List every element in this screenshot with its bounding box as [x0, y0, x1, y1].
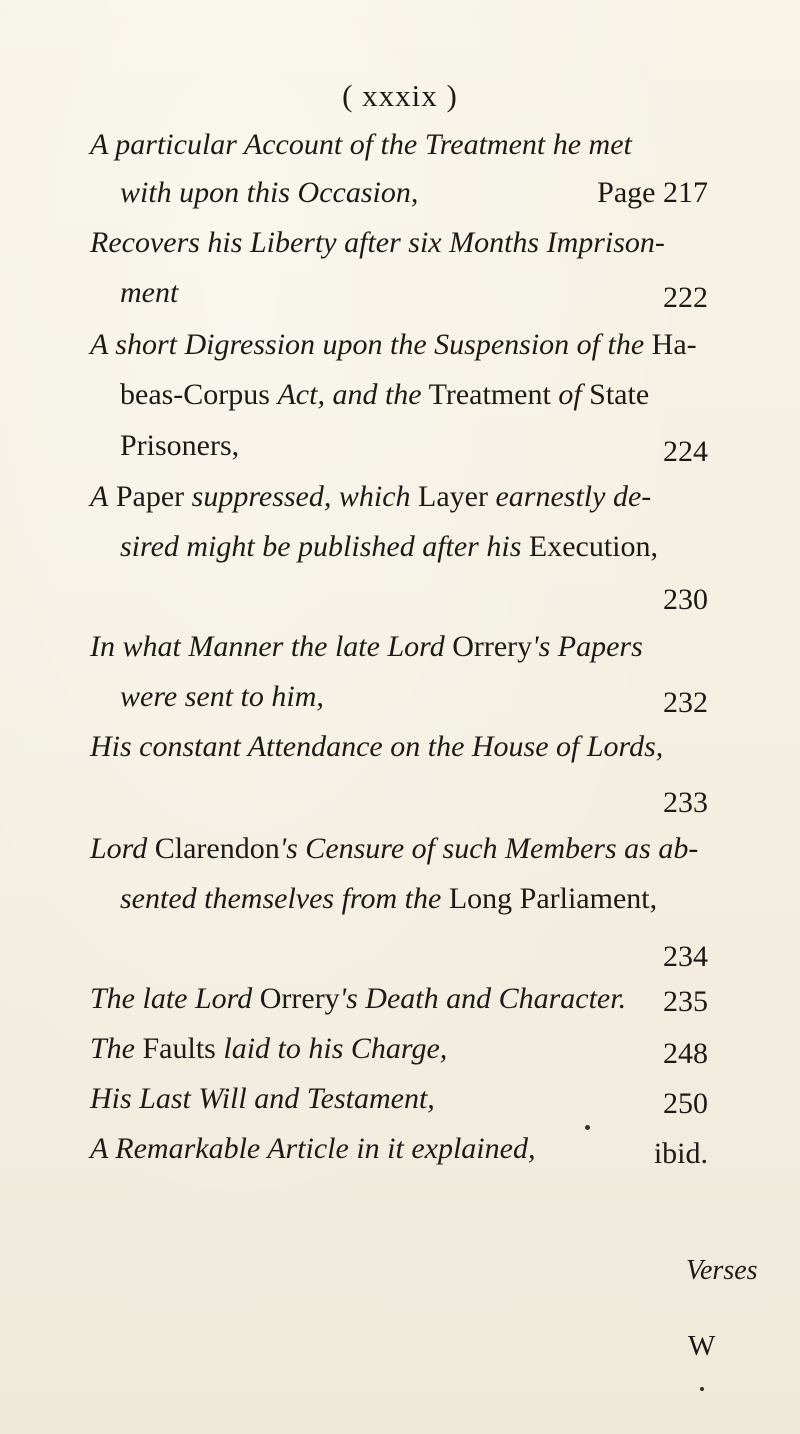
page-number: Page 217 — [597, 176, 708, 209]
entry-line: with upon this Occasion, — [120, 176, 419, 209]
entry-line: The Faults laid to his Charge, — [90, 1032, 448, 1065]
entry-line: Lord Clarendon's Censure of such Members as ab- — [90, 832, 699, 865]
page-number: 248 — [663, 1037, 708, 1070]
entry-line: A Paper suppressed, which Layer earnestly de- — [90, 480, 652, 513]
entry-line: sented themselves from the Long Parliament, — [120, 882, 658, 915]
entry-line: were sent to him, — [120, 680, 324, 713]
page-number: 234 — [663, 940, 708, 973]
signature-mark: W — [688, 1330, 716, 1362]
entry-line: Prisoners, — [120, 429, 240, 462]
page-number: 250 — [663, 1087, 708, 1120]
entry-line: ment — [120, 276, 179, 309]
ink-speck — [700, 1387, 704, 1391]
entry-line: The late Lord Orrery's Death and Character. — [90, 982, 627, 1015]
page-number: ibid. — [653, 1137, 708, 1170]
entry-line: sired might be published after his Execution, — [120, 530, 659, 563]
entry-line: beas-Corpus Act, and the Treatment of State — [120, 378, 650, 411]
page-number: 222 — [663, 281, 708, 314]
ink-speck — [585, 1125, 590, 1130]
page-number: 224 — [663, 435, 708, 468]
entry-line: A short Digression upon the Suspension of the Ha- — [90, 328, 697, 361]
entry-line: A Remarkable Article in it explained, — [90, 1132, 536, 1165]
entry-line: Recovers his Liberty after six Months Imprison- — [90, 226, 665, 259]
page-number: 233 — [663, 786, 708, 819]
page-number: 235 — [663, 985, 708, 1018]
entry-line: His Last Will and Testament, — [90, 1082, 435, 1115]
catchword: Verses — [686, 1255, 758, 1286]
entry-line: A particular Account of the Treatment he met — [90, 128, 632, 161]
page-number: 230 — [663, 583, 708, 616]
entry-line: His constant Attendance on the House of Lords, — [90, 730, 664, 763]
entry-line: In what Manner the late Lord Orrery's Papers — [90, 630, 643, 663]
page-number: 232 — [663, 686, 708, 719]
page-header-roman-numeral: ( xxxix ) — [342, 78, 458, 113]
